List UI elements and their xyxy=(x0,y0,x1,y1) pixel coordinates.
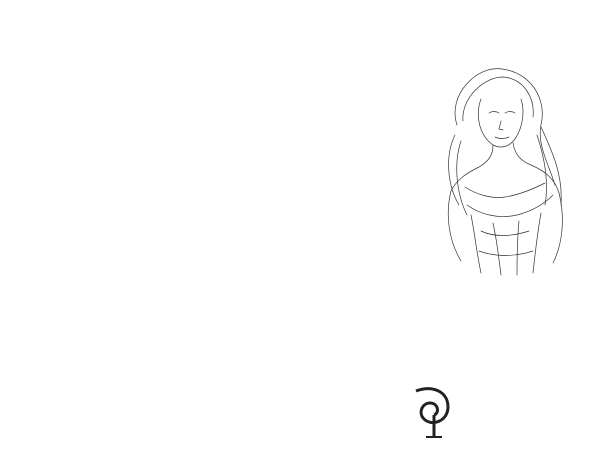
selkie-illustration xyxy=(437,55,577,277)
game-subtitle xyxy=(527,18,589,24)
rules-text xyxy=(204,14,402,16)
glastyn-logo-icon xyxy=(408,385,456,441)
